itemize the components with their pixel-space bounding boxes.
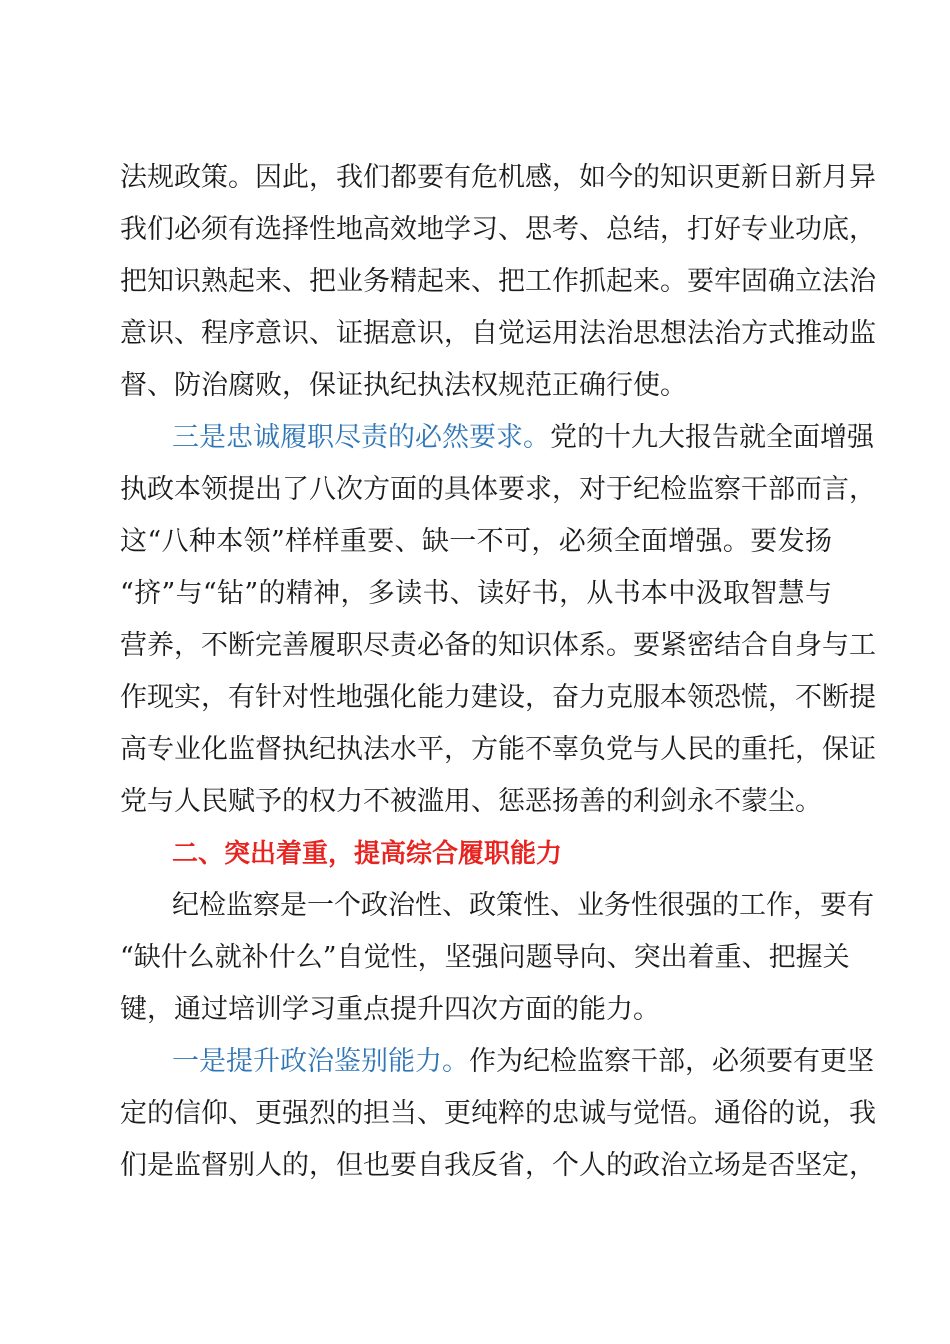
text-line: 高专业化监督执纪执法水平，方能不辜负党与人民的重托，保证 — [120, 734, 876, 765]
highlighted-lead-text: 三是忠诚履职尽责的必然要求。 — [172, 422, 550, 453]
text-line: 执政本领提出了八次方面的具体要求，对于纪检监察干部而言， — [120, 474, 876, 505]
highlighted-lead-text: 一是提升政治鉴别能力。 — [172, 1046, 469, 1077]
text-span: 党的十九大报告就全面增强 — [550, 422, 874, 453]
text-line: “缺什么就补什么”自觉性，坚强问题导向、突出着重、把握关 — [120, 942, 850, 973]
text-line: 意识、程序意识、证据意识，自觉运用法治思想法治方式推动监 — [120, 318, 876, 349]
text-line: 纪检监察是一个政治性、政策性、业务性很强的工作，要有 — [172, 890, 874, 921]
paragraph-first-line — [172, 1042, 874, 1082]
text-line: 党与人民赋予的权力不被滥用、惩恶扬善的利剑永不蒙尘。 — [120, 786, 822, 817]
text-line: 们是监督别人的，但也要自我反省，个人的政治立场是否坚定， — [120, 1150, 876, 1181]
text-line: 定的信仰、更强烈的担当、更纯粹的忠诚与觉悟。通俗的说，我 — [120, 1098, 876, 1129]
text-line: 营养，不断完善履职尽责必备的知识体系。要紧密结合自身与工 — [120, 630, 876, 661]
text-span: 作为纪检监察干部，必须要有更坚 — [469, 1046, 874, 1077]
section-heading: 二、突出着重，提高综合履职能力 — [172, 839, 563, 869]
text-line: 督、防治腐败，保证执纪执法权规范正确行使。 — [120, 370, 687, 401]
text-line: 我们必须有选择性地高效地学习、思考、总结，打好专业功底， — [120, 214, 876, 245]
text-line: 作现实，有针对性地强化能力建设，奋力克服本领恐慌，不断提 — [120, 682, 876, 713]
text-line: “挤”与“钻”的精神，多读书、读好书，从书本中汲取智慧与 — [120, 578, 832, 609]
paragraph-first-line — [172, 418, 874, 458]
text-line: 键，通过培训学习重点提升四次方面的能力。 — [120, 994, 660, 1025]
text-line: 法规政策。因此，我们都要有危机感，如今的知识更新日新月异 — [120, 162, 876, 193]
text-line: 这“八种本领”样样重要、缺一不可，必须全面增强。要发扬 — [120, 526, 832, 557]
text-line: 把知识熟起来、把业务精起来、把工作抓起来。要牢固确立法治 — [120, 266, 876, 297]
